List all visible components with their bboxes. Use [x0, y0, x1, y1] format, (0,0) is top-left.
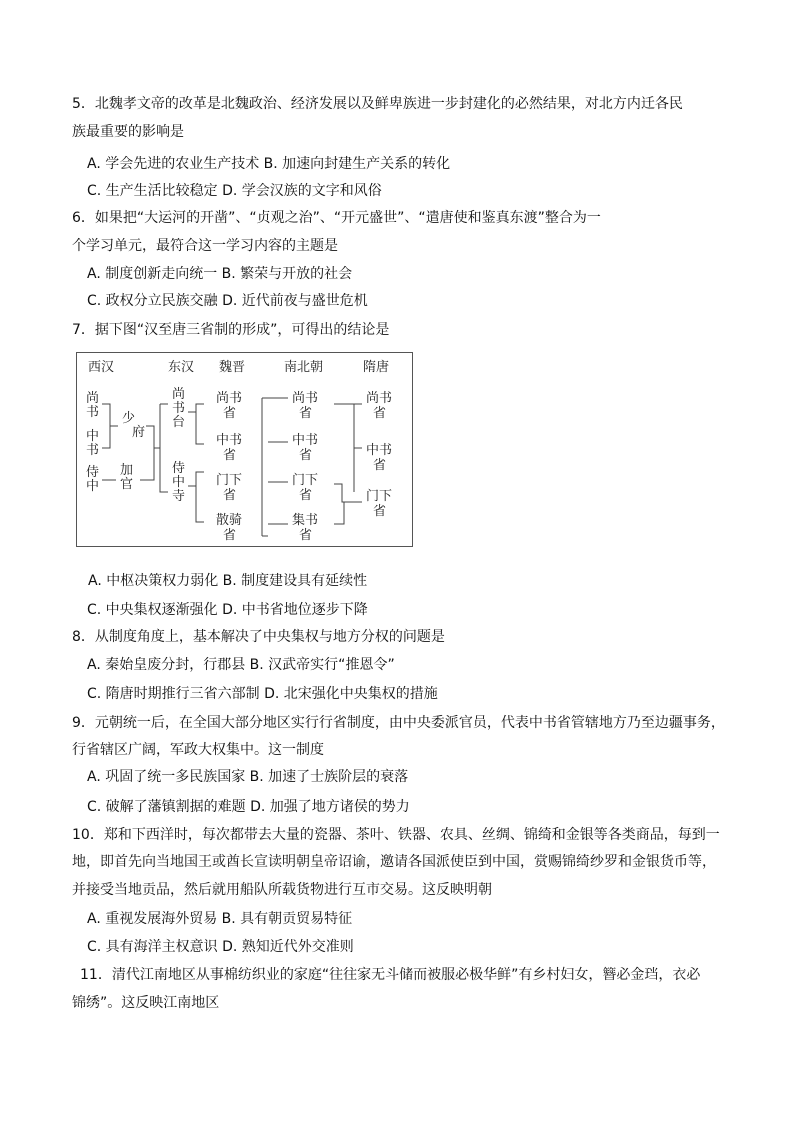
question-9-options-cd: C. 破解了藩镇割据的难题 D. 加强了地方诸侯的势力 [87, 799, 410, 815]
donghan-char: 台 [172, 415, 186, 430]
question-5-text: 5．北魏孝文帝的改革是北魏政治、经济发展以及鲜卑族进一步封建化的必然结果，对北方内迁各民 [72, 96, 683, 112]
xihan-char: 中 [86, 429, 100, 444]
weijin-sanqi: 散骑省 [216, 513, 243, 543]
question-8-text: 8．从制度角度上，基本解决了中央集权与地方分权的问题是 [72, 629, 445, 645]
xihan-char: 书 [86, 443, 100, 458]
xihan-char: 书 [86, 405, 100, 420]
suitang-shangshu: 尚书省 [366, 391, 393, 421]
weijin-shangshu: 尚书省 [216, 391, 243, 421]
donghan-char: 侍 [172, 461, 186, 476]
shaofu-char: 少 [122, 411, 136, 426]
question-6-text: 6．如果把“大运河的开凿”、“贞观之治”、“开元盛世”、“遣唐使和鉴真东渡”整合为一 [72, 210, 601, 226]
question-9-text-cont: 行省辖区广阔，军政大权集中。这一制度 [72, 742, 324, 758]
diagram-border [77, 353, 413, 547]
question-7-text: 7．据下图“汉至唐三省制的形成”，可得出的结论是 [72, 322, 390, 338]
question-5-options-cd: C. 生产生活比较稳定 D. 学会汉族的文字和风俗 [87, 183, 382, 199]
xihan-zhongshu [86, 428, 99, 458]
question-10-text: 10．郑和下西洋时，每次都带去大量的瓷器、茶叶、铁器、农具、丝绸、锦绮和金银等各类商品，每到一 [72, 827, 720, 843]
nanbeichao-jishu: 集书省 [292, 513, 319, 543]
donghan-char: 中 [172, 475, 186, 490]
jiaguan-char: 加 [120, 463, 134, 478]
header-weijin: 魏晋 [219, 360, 246, 375]
nanbeichao-shangshu: 尚书省 [292, 391, 319, 421]
question-7-options-ab: A. 中枢决策权力弱化 B. 制度建设具有延续性 [88, 573, 368, 589]
question-9-options-ab: A. 巩固了统一多民族国家 B. 加速了士族阶层的衰落 [87, 769, 409, 785]
xihan-shizhong [86, 464, 99, 494]
question-9-text: 9．元朝统一后，在全国大部分地区实行行省制度，由中央委派官员，代表中书省管辖地方乃至边疆事务， [72, 715, 725, 731]
xihan-char: 中 [86, 479, 100, 494]
question-11-text: 11．清代江南地区从事棉纺织业的家庭“往往家无斗储而被服必极华鲜”有乡村妇女，簪必金珰，衣必 [80, 967, 701, 983]
question-5-text-cont: 族最重要的影响是 [72, 124, 184, 140]
question-6-text-cont: 个学习单元，最符合这一学习内容的主题是 [72, 238, 338, 254]
weijin-menxia: 门下省 [216, 473, 243, 503]
nanbeichao-zhongshu: 中书省 [292, 433, 319, 463]
question-10-options-ab: A. 重视发展海外贸易 B. 具有朝贡贸易特征 [87, 911, 353, 927]
shaofu-char: 府 [132, 425, 146, 440]
question-5-options-ab: A. 学会先进的农业生产技术 B. 加速向封建生产关系的转化 [87, 156, 451, 172]
question-10-text-cont-2: 并接受当地贡品，然后就用船队所载货物进行互市交易。这反映明朝 [72, 882, 492, 898]
question-8-options-ab: A. 秦始皇废分封，行郡县 B. 汉武帝实行“推恩令” [87, 657, 395, 673]
header-xihan: 西汉 [88, 360, 115, 375]
question-10-options-cd: C. 具有海洋主权意识 D. 熟知近代外交准则 [87, 939, 354, 955]
question-8-options-cd: C. 隋唐时期推行三省六部制 D. 北宋强化中央集权的措施 [87, 686, 438, 702]
jiaguan-char: 官 [120, 477, 134, 492]
nanbeichao-menxia: 门下省 [292, 473, 319, 503]
header-donghan: 东汉 [168, 360, 195, 375]
header-suitang: 隋唐 [363, 360, 390, 375]
donghan-char: 寺 [172, 489, 186, 504]
question-10-text-cont: 地，即首先向当地国王或酋长宣读明朝皇帝诏谕，邀请各国派使臣到中国，赏赐锦绮纱罗和金银货币等， [72, 854, 716, 870]
question-11-text-cont: 锦绣”。这反映江南地区 [72, 995, 220, 1011]
question-6-options-cd: C. 政权分立民族交融 D. 近代前夜与盛世危机 [87, 293, 368, 309]
weijin-zhongshu: 中书省 [216, 433, 243, 463]
three-departments-diagram [76, 352, 413, 547]
question-7-options-cd: C. 中央集权逐渐强化 D. 中书省地位逐步下降 [87, 602, 368, 618]
suitang-zhongshu: 中书省 [366, 443, 393, 473]
xihan-shangshu [86, 390, 99, 420]
donghan-char: 书 [172, 401, 186, 416]
question-6-options-ab: A. 制度创新走向统一 B. 繁荣与开放的社会 [87, 266, 353, 282]
suitang-menxia: 门下省 [366, 489, 393, 519]
donghan-char: 尚 [172, 387, 186, 402]
xihan-char: 尚 [86, 391, 100, 406]
xihan-char: 侍 [86, 465, 100, 480]
header-nanbeichao: 南北朝 [284, 360, 324, 375]
